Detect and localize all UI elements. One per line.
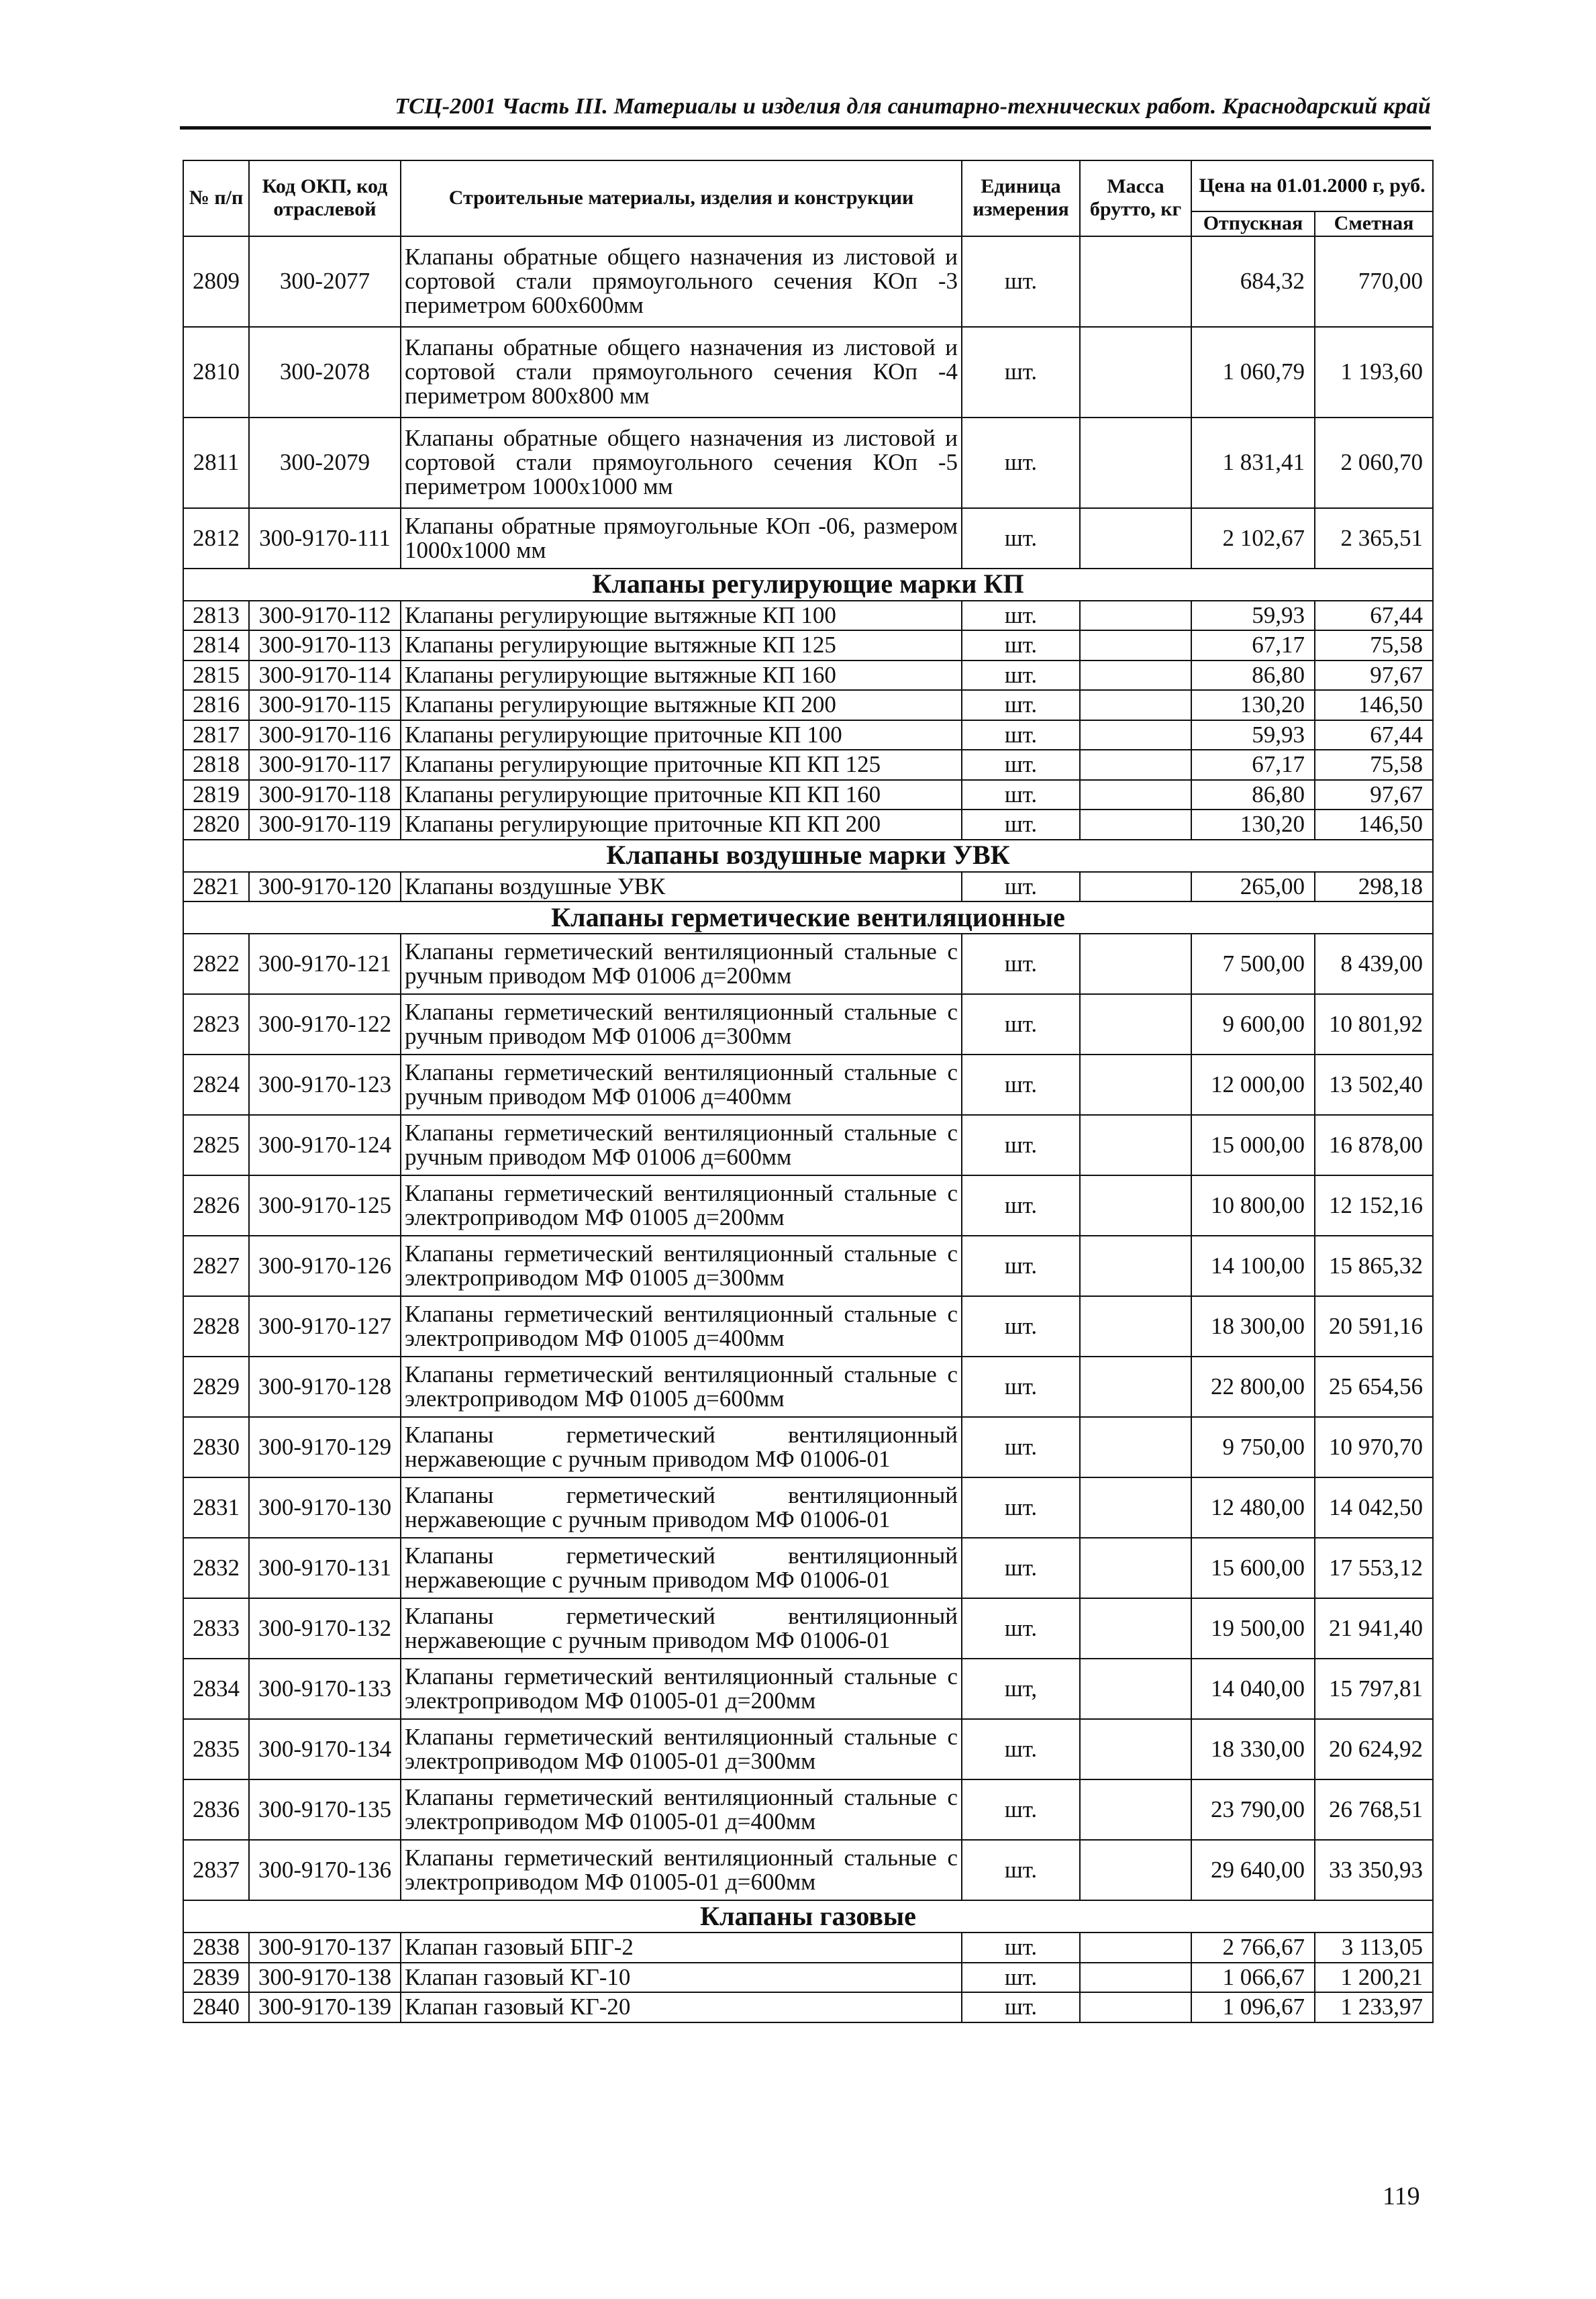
cell-num: 2817 bbox=[183, 720, 249, 750]
cell-price-release: 1 066,67 bbox=[1191, 1963, 1315, 1993]
table-row bbox=[183, 1779, 1433, 1840]
cell-price-release: 1 831,41 bbox=[1191, 418, 1315, 508]
cell-code: 300-9170-128 bbox=[249, 1357, 401, 1417]
cell-price-release: 59,93 bbox=[1191, 720, 1315, 750]
cell-name: Клапаны герметический вентиляционный стальные с ручным приводом МФ 01006 д=200мм bbox=[401, 934, 962, 994]
running-header: ТСЦ-2001 Часть III. Материалы и изделия для санитарно-технических работ. Краснодарский край bbox=[395, 94, 1431, 119]
table-row bbox=[183, 601, 1433, 631]
cell-price-estimate: 2 365,51 bbox=[1315, 508, 1433, 569]
cell-code: 300-9170-137 bbox=[249, 1933, 401, 1963]
table-row bbox=[183, 690, 1433, 720]
cell-price-estimate: 3 113,05 bbox=[1315, 1933, 1433, 1963]
cell-num: 2834 bbox=[183, 1659, 249, 1719]
cell-unit: шт. bbox=[962, 1236, 1080, 1296]
cell-num: 2811 bbox=[183, 418, 249, 508]
cell-unit: шт. bbox=[962, 1779, 1080, 1840]
cell-mass bbox=[1080, 601, 1191, 631]
cell-name: Клапаны регулирующие вытяжные КП 125 bbox=[401, 630, 962, 661]
cell-name: Клапаны герметический вентиляционный стальные с электроприводом МФ 01005 д=400мм bbox=[401, 1296, 962, 1357]
cell-name: Клапаны герметический вентиляционный стальные с ручным приводом МФ 01006 д=400мм bbox=[401, 1055, 962, 1115]
cell-code: 300-9170-123 bbox=[249, 1055, 401, 1115]
cell-price-release: 15 000,00 bbox=[1191, 1115, 1315, 1175]
cell-num: 2830 bbox=[183, 1417, 249, 1477]
cell-name: Клапаны регулирующие приточные КП КП 160 bbox=[401, 780, 962, 810]
table-row bbox=[183, 1115, 1433, 1175]
cell-price-estimate: 1 193,60 bbox=[1315, 327, 1433, 418]
cell-code: 300-9170-135 bbox=[249, 1779, 401, 1840]
cell-code: 300-9170-113 bbox=[249, 630, 401, 661]
cell-code: 300-9170-126 bbox=[249, 1236, 401, 1296]
cell-unit: шт. bbox=[962, 1055, 1080, 1115]
cell-code: 300-9170-133 bbox=[249, 1659, 401, 1719]
cell-price-release: 14 040,00 bbox=[1191, 1659, 1315, 1719]
cell-code: 300-2079 bbox=[249, 418, 401, 508]
cell-price-estimate: 17 553,12 bbox=[1315, 1538, 1433, 1598]
cell-name: Клапаны регулирующие приточные КП КП 200 bbox=[401, 810, 962, 840]
cell-price-estimate: 14 042,50 bbox=[1315, 1477, 1433, 1538]
cell-price-release: 19 500,00 bbox=[1191, 1598, 1315, 1659]
cell-name: Клапаны воздушные УВК bbox=[401, 872, 962, 902]
header-num: № п/п bbox=[183, 160, 249, 236]
cell-num: 2833 bbox=[183, 1598, 249, 1659]
cell-mass bbox=[1080, 1598, 1191, 1659]
cell-price-release: 265,00 bbox=[1191, 872, 1315, 902]
cell-price-release: 1 096,67 bbox=[1191, 1992, 1315, 2022]
cell-mass bbox=[1080, 236, 1191, 327]
cell-num: 2820 bbox=[183, 810, 249, 840]
cell-mass bbox=[1080, 1296, 1191, 1357]
page-number: 119 bbox=[1383, 2182, 1420, 2210]
cell-name: Клапаны герметический вентиляционный стальные с ручным приводом МФ 01006 д=300мм bbox=[401, 994, 962, 1055]
cell-name: Клапаны герметический вентиляционный стальные с электроприводом МФ 01005 д=600мм bbox=[401, 1357, 962, 1417]
cell-unit: шт. bbox=[962, 1357, 1080, 1417]
cell-price-estimate: 298,18 bbox=[1315, 872, 1433, 902]
table-row bbox=[183, 1933, 1433, 1963]
cell-mass bbox=[1080, 1417, 1191, 1477]
cell-name: Клапаны герметический вентиляционный нержавеющие с ручным приводом МФ 01006-01 bbox=[401, 1538, 962, 1598]
cell-price-release: 67,17 bbox=[1191, 630, 1315, 661]
cell-name: Клапаны герметический вентиляционный нержавеющие с ручным приводом МФ 01006-01 bbox=[401, 1598, 962, 1659]
cell-unit: шт. bbox=[962, 720, 1080, 750]
cell-name: Клапаны обратные общего назначения из листовой и сортовой стали прямоугольного сечения КОп -5 периметром 1000х1000 мм bbox=[401, 418, 962, 508]
cell-price-estimate: 146,50 bbox=[1315, 690, 1433, 720]
table-row bbox=[183, 994, 1433, 1055]
cell-price-release: 15 600,00 bbox=[1191, 1538, 1315, 1598]
cell-num: 2828 bbox=[183, 1296, 249, 1357]
cell-mass bbox=[1080, 327, 1191, 418]
section-title-hermetic: Клапаны герметические вентиляционные bbox=[183, 901, 1433, 934]
cell-price-estimate: 25 654,56 bbox=[1315, 1357, 1433, 1417]
cell-unit: шт. bbox=[962, 810, 1080, 840]
cell-mass bbox=[1080, 508, 1191, 569]
cell-unit: шт. bbox=[962, 1477, 1080, 1538]
table-row bbox=[183, 872, 1433, 902]
cell-code: 300-9170-115 bbox=[249, 690, 401, 720]
table-row bbox=[183, 1296, 1433, 1357]
cell-unit: шт. bbox=[962, 1598, 1080, 1659]
cell-price-release: 2 102,67 bbox=[1191, 508, 1315, 569]
cell-price-release: 7 500,00 bbox=[1191, 934, 1315, 994]
cell-price-estimate: 75,58 bbox=[1315, 630, 1433, 661]
cell-name: Клапаны обратные прямоугольные КОп -06, размером 1000х1000 мм bbox=[401, 508, 962, 569]
cell-num: 2813 bbox=[183, 601, 249, 631]
cell-unit: шт. bbox=[962, 1840, 1080, 1900]
cell-code: 300-9170-124 bbox=[249, 1115, 401, 1175]
cell-price-release: 1 060,79 bbox=[1191, 327, 1315, 418]
cell-price-estimate: 2 060,70 bbox=[1315, 418, 1433, 508]
cell-code: 300-9170-112 bbox=[249, 601, 401, 631]
cell-mass bbox=[1080, 1963, 1191, 1993]
cell-unit: шт. bbox=[962, 327, 1080, 418]
cell-code: 300-9170-118 bbox=[249, 780, 401, 810]
cell-unit: шт. bbox=[962, 1538, 1080, 1598]
header-price-group: Цена на 01.01.2000 г, руб. bbox=[1191, 160, 1433, 211]
cell-mass bbox=[1080, 630, 1191, 661]
cell-unit: шт. bbox=[962, 780, 1080, 810]
cell-unit: шт. bbox=[962, 1963, 1080, 1993]
cell-unit: шт. bbox=[962, 1175, 1080, 1236]
section-title-kp: Клапаны регулирующие марки КП bbox=[183, 569, 1433, 601]
table-row bbox=[183, 810, 1433, 840]
cell-code: 300-9170-120 bbox=[249, 872, 401, 902]
cell-mass bbox=[1080, 1477, 1191, 1538]
cell-code: 300-9170-131 bbox=[249, 1538, 401, 1598]
cell-price-estimate: 26 768,51 bbox=[1315, 1779, 1433, 1840]
cell-price-estimate: 15 797,81 bbox=[1315, 1659, 1433, 1719]
section-row bbox=[183, 1900, 1433, 1933]
cell-price-release: 23 790,00 bbox=[1191, 1779, 1315, 1840]
cell-unit: шт. bbox=[962, 934, 1080, 994]
cell-num: 2821 bbox=[183, 872, 249, 902]
cell-mass bbox=[1080, 810, 1191, 840]
section-row bbox=[183, 840, 1433, 872]
cell-code: 300-9170-125 bbox=[249, 1175, 401, 1236]
cell-mass bbox=[1080, 690, 1191, 720]
cell-mass bbox=[1080, 934, 1191, 994]
cell-code: 300-9170-136 bbox=[249, 1840, 401, 1900]
cell-price-estimate: 20 591,16 bbox=[1315, 1296, 1433, 1357]
cell-price-release: 22 800,00 bbox=[1191, 1357, 1315, 1417]
cell-num: 2829 bbox=[183, 1357, 249, 1417]
section-row bbox=[183, 901, 1433, 934]
cell-num: 2815 bbox=[183, 661, 249, 691]
cell-unit: шт. bbox=[962, 630, 1080, 661]
cell-mass bbox=[1080, 661, 1191, 691]
cell-code: 300-2077 bbox=[249, 236, 401, 327]
cell-unit: шт, bbox=[962, 1659, 1080, 1719]
section-title-gas: Клапаны газовые bbox=[183, 1900, 1433, 1933]
cell-unit: шт. bbox=[962, 601, 1080, 631]
cell-name: Клапаны герметический вентиляционный нержавеющие с ручным приводом МФ 01006-01 bbox=[401, 1477, 962, 1538]
cell-mass bbox=[1080, 1992, 1191, 2022]
cell-price-release: 12 000,00 bbox=[1191, 1055, 1315, 1115]
cell-code: 300-9170-134 bbox=[249, 1719, 401, 1779]
cell-price-release: 59,93 bbox=[1191, 601, 1315, 631]
cell-mass bbox=[1080, 994, 1191, 1055]
cell-price-estimate: 20 624,92 bbox=[1315, 1719, 1433, 1779]
table-row bbox=[183, 750, 1433, 780]
cell-unit: шт. bbox=[962, 418, 1080, 508]
cell-num: 2839 bbox=[183, 1963, 249, 1993]
cell-mass bbox=[1080, 1538, 1191, 1598]
cell-unit: шт. bbox=[962, 994, 1080, 1055]
cell-name: Клапаны герметический вентиляционный стальные с ручным приводом МФ 01006 д=600мм bbox=[401, 1115, 962, 1175]
cell-price-estimate: 16 878,00 bbox=[1315, 1115, 1433, 1175]
cell-unit: шт. bbox=[962, 1992, 1080, 2022]
cell-num: 2816 bbox=[183, 690, 249, 720]
table-row bbox=[183, 1840, 1433, 1900]
cell-code: 300-9170-139 bbox=[249, 1992, 401, 2022]
cell-mass bbox=[1080, 872, 1191, 902]
cell-code: 300-9170-127 bbox=[249, 1296, 401, 1357]
cell-price-release: 14 100,00 bbox=[1191, 1236, 1315, 1296]
cell-num: 2810 bbox=[183, 327, 249, 418]
cell-mass bbox=[1080, 1933, 1191, 1963]
cell-name: Клапаны регулирующие приточные КП 100 bbox=[401, 720, 962, 750]
cell-num: 2835 bbox=[183, 1719, 249, 1779]
price-table bbox=[183, 160, 1434, 2023]
cell-name: Клапаны герметический вентиляционный стальные с электроприводом МФ 01005-01 д=200мм bbox=[401, 1659, 962, 1719]
cell-num: 2825 bbox=[183, 1115, 249, 1175]
cell-name: Клапан газовый БПГ-2 bbox=[401, 1933, 962, 1963]
cell-price-release: 29 640,00 bbox=[1191, 1840, 1315, 1900]
cell-mass bbox=[1080, 1719, 1191, 1779]
cell-code: 300-9170-130 bbox=[249, 1477, 401, 1538]
cell-unit: шт. bbox=[962, 1296, 1080, 1357]
cell-mass bbox=[1080, 1115, 1191, 1175]
table-row bbox=[183, 236, 1433, 327]
cell-mass bbox=[1080, 720, 1191, 750]
table-row bbox=[183, 418, 1433, 508]
cell-num: 2837 bbox=[183, 1840, 249, 1900]
table-row bbox=[183, 1719, 1433, 1779]
cell-unit: шт. bbox=[962, 1719, 1080, 1779]
cell-code: 300-9170-116 bbox=[249, 720, 401, 750]
cell-price-estimate: 67,44 bbox=[1315, 601, 1433, 631]
table-row bbox=[183, 1477, 1433, 1538]
cell-mass bbox=[1080, 1779, 1191, 1840]
table-row bbox=[183, 327, 1433, 418]
table-header bbox=[183, 160, 1433, 236]
cell-price-release: 684,32 bbox=[1191, 236, 1315, 327]
header-price-estimate: Сметная bbox=[1315, 211, 1433, 236]
cell-num: 2831 bbox=[183, 1477, 249, 1538]
cell-num: 2819 bbox=[183, 780, 249, 810]
cell-unit: шт. bbox=[962, 690, 1080, 720]
cell-mass bbox=[1080, 1659, 1191, 1719]
cell-name: Клапаны регулирующие вытяжные КП 160 bbox=[401, 661, 962, 691]
header-price-release: Отпускная bbox=[1191, 211, 1315, 236]
cell-unit: шт. bbox=[962, 750, 1080, 780]
cell-code: 300-9170-129 bbox=[249, 1417, 401, 1477]
cell-price-release: 10 800,00 bbox=[1191, 1175, 1315, 1236]
cell-price-release: 2 766,67 bbox=[1191, 1933, 1315, 1963]
table-row bbox=[183, 1055, 1433, 1115]
cell-price-estimate: 1 200,21 bbox=[1315, 1963, 1433, 1993]
cell-code: 300-9170-138 bbox=[249, 1963, 401, 1993]
cell-mass bbox=[1080, 1236, 1191, 1296]
cell-mass bbox=[1080, 1840, 1191, 1900]
cell-num: 2840 bbox=[183, 1992, 249, 2022]
cell-name: Клапаны герметический вентиляционный стальные с электроприводом МФ 01005-01 д=600мм bbox=[401, 1840, 962, 1900]
cell-num: 2832 bbox=[183, 1538, 249, 1598]
cell-code: 300-9170-119 bbox=[249, 810, 401, 840]
header-rule bbox=[180, 126, 1431, 130]
cell-price-release: 18 300,00 bbox=[1191, 1296, 1315, 1357]
table-row bbox=[183, 1175, 1433, 1236]
cell-price-release: 86,80 bbox=[1191, 780, 1315, 810]
cell-price-estimate: 146,50 bbox=[1315, 810, 1433, 840]
cell-num: 2824 bbox=[183, 1055, 249, 1115]
table-row bbox=[183, 934, 1433, 994]
table-row bbox=[183, 508, 1433, 569]
cell-price-estimate: 21 941,40 bbox=[1315, 1598, 1433, 1659]
cell-price-estimate: 67,44 bbox=[1315, 720, 1433, 750]
cell-price-release: 18 330,00 bbox=[1191, 1719, 1315, 1779]
cell-price-estimate: 97,67 bbox=[1315, 661, 1433, 691]
cell-name: Клапан газовый КГ-20 bbox=[401, 1992, 962, 2022]
section-title-uvk: Клапаны воздушные марки УВК bbox=[183, 840, 1433, 872]
cell-mass bbox=[1080, 1357, 1191, 1417]
cell-name: Клапаны герметический вентиляционный стальные с электроприводом МФ 01005 д=300мм bbox=[401, 1236, 962, 1296]
cell-num: 2826 bbox=[183, 1175, 249, 1236]
table-row bbox=[183, 1963, 1433, 1993]
table-row bbox=[183, 1992, 1433, 2022]
cell-code: 300-9170-111 bbox=[249, 508, 401, 569]
cell-name: Клапаны герметический вентиляционный нержавеющие с ручным приводом МФ 01006-01 bbox=[401, 1417, 962, 1477]
cell-price-estimate: 12 152,16 bbox=[1315, 1175, 1433, 1236]
cell-price-release: 67,17 bbox=[1191, 750, 1315, 780]
header-code: Код ОКП, код отраслевой bbox=[249, 160, 401, 236]
table-row bbox=[183, 1236, 1433, 1296]
header-unit: Единица измерения bbox=[962, 160, 1080, 236]
cell-code: 300-9170-117 bbox=[249, 750, 401, 780]
header-mass: Масса брутто, кг bbox=[1080, 160, 1191, 236]
header-name: Строительные материалы, изделия и конструкции bbox=[401, 160, 962, 236]
cell-price-release: 12 480,00 bbox=[1191, 1477, 1315, 1538]
cell-price-estimate: 10 801,92 bbox=[1315, 994, 1433, 1055]
section-row bbox=[183, 569, 1433, 601]
cell-code: 300-2078 bbox=[249, 327, 401, 418]
cell-name: Клапаны обратные общего назначения из листовой и сортовой стали прямоугольного сечения КОп -4 периметром 800х800 мм bbox=[401, 327, 962, 418]
table-row bbox=[183, 1357, 1433, 1417]
cell-mass bbox=[1080, 1055, 1191, 1115]
table-row bbox=[183, 1598, 1433, 1659]
cell-price-estimate: 770,00 bbox=[1315, 236, 1433, 327]
cell-name: Клапаны регулирующие вытяжные КП 200 bbox=[401, 690, 962, 720]
cell-mass bbox=[1080, 1175, 1191, 1236]
cell-price-estimate: 1 233,97 bbox=[1315, 1992, 1433, 2022]
cell-unit: шт. bbox=[962, 661, 1080, 691]
table-row bbox=[183, 1417, 1433, 1477]
cell-num: 2838 bbox=[183, 1933, 249, 1963]
cell-name: Клапаны герметический вентиляционный стальные с электроприводом МФ 01005 д=200мм bbox=[401, 1175, 962, 1236]
cell-num: 2812 bbox=[183, 508, 249, 569]
cell-price-estimate: 8 439,00 bbox=[1315, 934, 1433, 994]
table-row bbox=[183, 661, 1433, 691]
cell-code: 300-9170-114 bbox=[249, 661, 401, 691]
cell-num: 2809 bbox=[183, 236, 249, 327]
cell-unit: шт. bbox=[962, 236, 1080, 327]
cell-num: 2836 bbox=[183, 1779, 249, 1840]
cell-price-release: 130,20 bbox=[1191, 690, 1315, 720]
cell-name: Клапаны обратные общего назначения из листовой и сортовой стали прямоугольного сечения КОп -3 периметром 600х600мм bbox=[401, 236, 962, 327]
table-row bbox=[183, 630, 1433, 661]
cell-price-release: 9 750,00 bbox=[1191, 1417, 1315, 1477]
cell-price-release: 86,80 bbox=[1191, 661, 1315, 691]
cell-unit: шт. bbox=[962, 1417, 1080, 1477]
cell-name: Клапаны герметический вентиляционный стальные с электроприводом МФ 01005-01 д=300мм bbox=[401, 1719, 962, 1779]
cell-price-release: 130,20 bbox=[1191, 810, 1315, 840]
cell-name: Клапаны регулирующие вытяжные КП 100 bbox=[401, 601, 962, 631]
table-row bbox=[183, 780, 1433, 810]
table-row bbox=[183, 1538, 1433, 1598]
cell-num: 2827 bbox=[183, 1236, 249, 1296]
cell-unit: шт. bbox=[962, 508, 1080, 569]
table-row bbox=[183, 1659, 1433, 1719]
cell-price-release: 9 600,00 bbox=[1191, 994, 1315, 1055]
table-body bbox=[183, 236, 1433, 2022]
cell-num: 2814 bbox=[183, 630, 249, 661]
cell-name: Клапан газовый КГ-10 bbox=[401, 1963, 962, 1993]
cell-price-estimate: 75,58 bbox=[1315, 750, 1433, 780]
cell-price-estimate: 97,67 bbox=[1315, 780, 1433, 810]
cell-price-estimate: 33 350,93 bbox=[1315, 1840, 1433, 1900]
cell-unit: шт. bbox=[962, 1933, 1080, 1963]
cell-code: 300-9170-132 bbox=[249, 1598, 401, 1659]
cell-unit: шт. bbox=[962, 872, 1080, 902]
cell-mass bbox=[1080, 780, 1191, 810]
cell-mass bbox=[1080, 750, 1191, 780]
cell-name: Клапаны регулирующие приточные КП КП 125 bbox=[401, 750, 962, 780]
cell-code: 300-9170-121 bbox=[249, 934, 401, 994]
cell-unit: шт. bbox=[962, 1115, 1080, 1175]
cell-price-estimate: 13 502,40 bbox=[1315, 1055, 1433, 1115]
cell-price-estimate: 15 865,32 bbox=[1315, 1236, 1433, 1296]
cell-mass bbox=[1080, 418, 1191, 508]
cell-name: Клапаны герметический вентиляционный стальные с электроприводом МФ 01005-01 д=400мм bbox=[401, 1779, 962, 1840]
cell-code: 300-9170-122 bbox=[249, 994, 401, 1055]
table-row bbox=[183, 720, 1433, 750]
cell-num: 2822 bbox=[183, 934, 249, 994]
cell-num: 2818 bbox=[183, 750, 249, 780]
cell-price-estimate: 10 970,70 bbox=[1315, 1417, 1433, 1477]
cell-num: 2823 bbox=[183, 994, 249, 1055]
